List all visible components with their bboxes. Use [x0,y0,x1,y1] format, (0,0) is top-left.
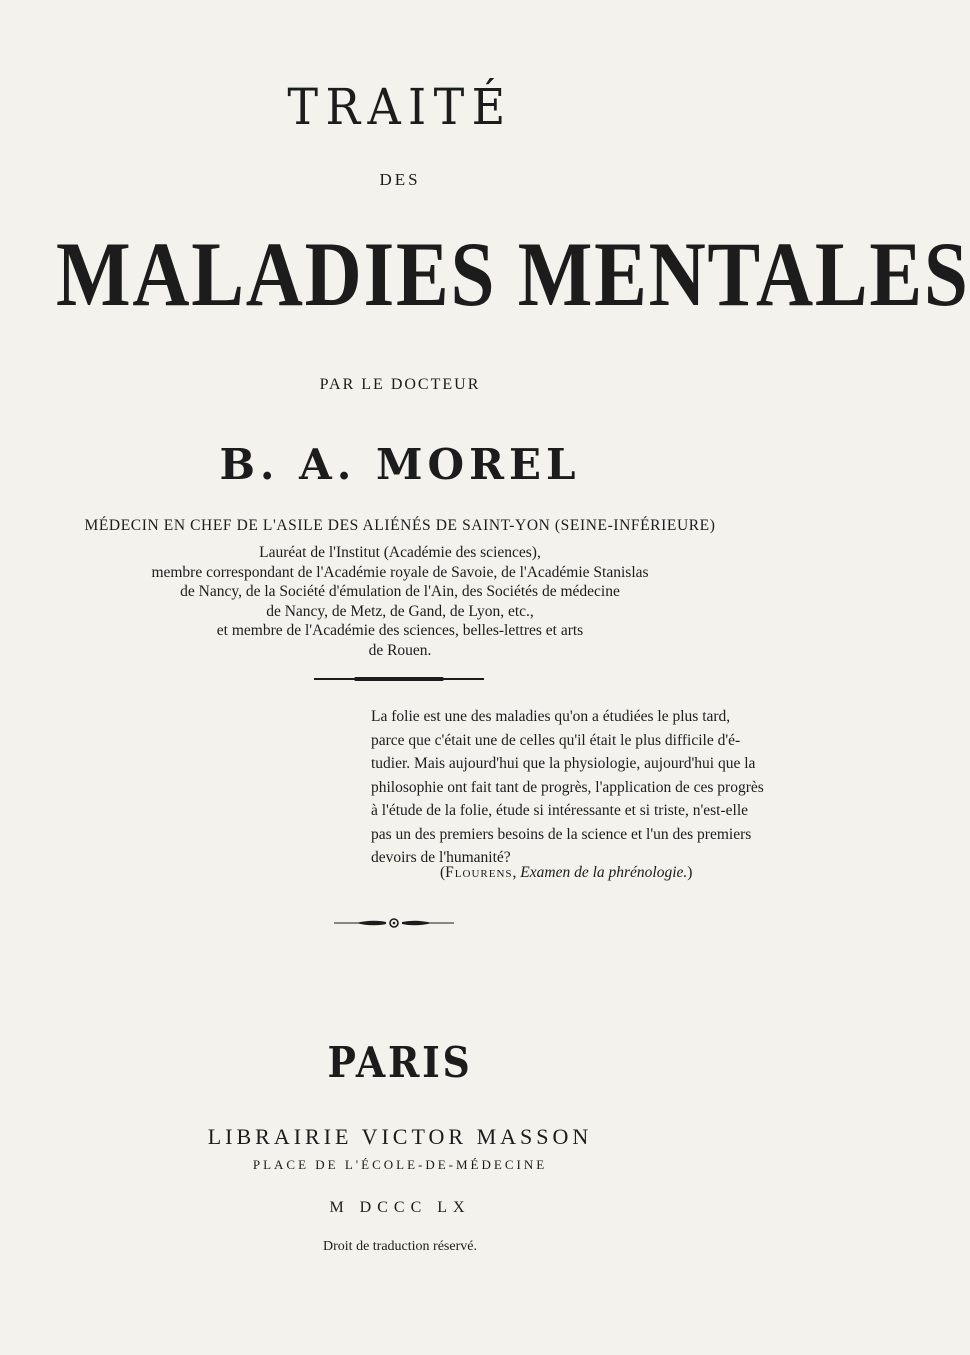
title-line-3: MALADIES MENTALES [56,223,970,325]
credential-line: de Rouen. [368,641,432,659]
credential-line: de Nancy, de la Société d'émulation de l'Ain, des Sociétés de médecine [180,583,620,601]
imprint-city: PARIS [327,1038,473,1087]
epigraph-line: parce que c'était une de celles qu'il était le plus difficile d'é- [371,731,741,749]
author-credentials [0,543,800,661]
title-line-1: TRAITÉ [287,78,513,136]
epigraph-line: philosophie ont fait tant de progrès, l'application de ces progrès [371,778,764,796]
epigraph-line: à l'étude de la folie, étude si intéressante et si triste, n'est-elle [371,802,749,819]
epigraph-author: Flourens [445,864,513,881]
epigraph-source: (Flourens, Examen de la phrénologie.) [440,864,693,881]
imprint-rights: Droit de traduction réservé. [323,1239,477,1254]
epigraph-line: pas un des premiers besoins de la science et l'un des premiers [371,825,752,843]
author-position: MÉDECIN EN CHEF DE L'ASILE DES ALIÉNÉS DE SAINT-YON (SEINE-INFÉRIEURE) [84,517,716,534]
epigraph-line: devoirs de l'humanité? [371,849,511,866]
epigraph-work: Examen de la phrénologie. [520,864,688,881]
imprint-year: M DCCC LX [329,1199,471,1216]
credential-line: Lauréat de l'Institut (Académie des sciences), [259,544,541,561]
ornament-divider [334,915,454,931]
credential-line: et membre de l'Académie des sciences, belles-lettres et arts [216,622,584,640]
imprint-address: PLACE DE L'ÉCOLE-DE-MÉDECINE [252,1157,548,1172]
imprint-publisher: LIBRAIRIE VICTOR MASSON [207,1124,593,1149]
by-line: PAR LE DOCTEUR [319,376,481,393]
credential-line: membre correspondant de l'Académie royale de Savoie, de l'Académie Stanislas [151,563,649,581]
epigraph-line: La folie est une des maladies qu'on a étudiées le plus tard, [371,708,731,725]
divider-rule [314,678,484,680]
epigraph [371,705,764,870]
bleed-through-text [240,320,254,367]
epigraph-line: tudier. Mais aujourd'hui que la physiologie, aujourd'hui que la [371,755,756,772]
credential-line: de Nancy, de Metz, de Gand, de Lyon, etc., [266,602,534,620]
title-line-2: DES [379,170,421,189]
author-name: B. A. MOREL [219,440,581,489]
